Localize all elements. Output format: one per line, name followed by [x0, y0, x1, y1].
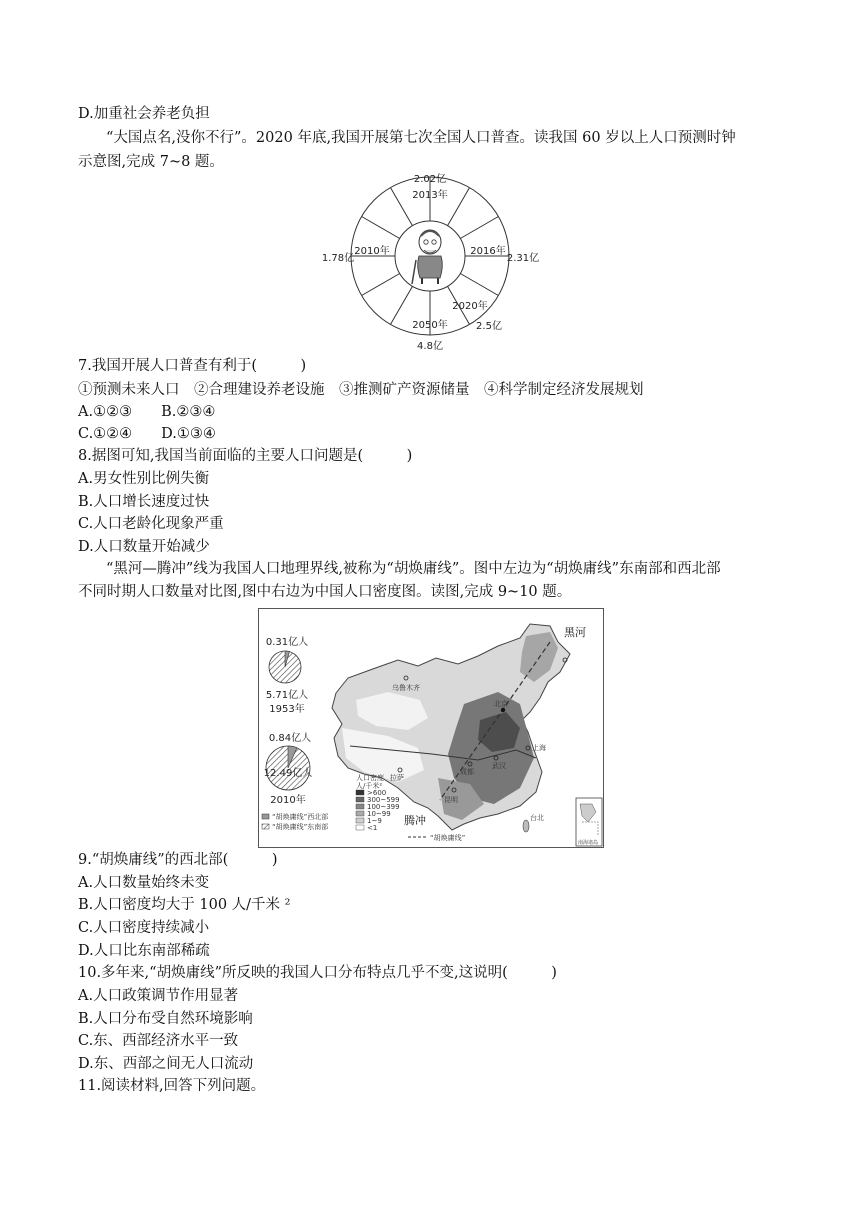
intro-7-8-line1: “大国点名,没你不行”。2020 年底,我国开展第七次全国人口普查。读我国 60 岁以上人口预测时钟 [106, 130, 736, 146]
density-level-1: 300~599 [367, 796, 400, 804]
q8-stem: 8.据图可知,我国当前面临的主要人口问题是( ) [78, 448, 413, 464]
density-legend-title: 人口密度 [356, 774, 384, 782]
label-wulumuqi: 乌鲁木齐 [392, 684, 420, 692]
clock-value-2050: 4.8亿 [417, 341, 443, 352]
inset-label: 南海诸岛 [578, 840, 599, 846]
intro-7-8-line2: 示意图,完成 7~8 题。 [78, 154, 224, 170]
pie-2010-year: 2010年 [270, 795, 306, 806]
pie-1953-northwest-value: 0.31亿人 [265, 637, 309, 648]
legend-southeast-swatch [262, 824, 269, 829]
clock-year-2020: 2020年 [452, 301, 488, 312]
q11-stem: 11.阅读材料,回答下列问题。 [78, 1078, 266, 1094]
clock-year-2050: 2050年 [412, 320, 448, 331]
pie-2010-northwest-value: 0.84亿人 [268, 733, 312, 744]
density-legend-unit: 人/千米² [356, 782, 383, 790]
q7-options-ab: A.①②③ B.②③④ [78, 404, 216, 420]
population-density-map-figure [258, 608, 604, 848]
legend-northwest-swatch [262, 814, 269, 819]
pie-2010-southeast-value: 12.49亿人 [263, 768, 313, 779]
clock-year-2016: 2016年 [470, 246, 506, 257]
q10-option-a: A.人口政策调节作用显著 [78, 988, 239, 1004]
q9-option-d: D.人口比东南部稀疏 [78, 943, 210, 959]
q7-stem: 7.我国开展人口普查有利于( ) [78, 358, 307, 374]
density-level-5: <1 [367, 824, 378, 832]
clock-year-2013: 2013年 [412, 190, 448, 201]
density-level-3: 10~99 [367, 810, 391, 818]
q9-option-a: A.人口数量始终未变 [78, 875, 210, 891]
q8-option-d: D.人口数量开始减少 [78, 539, 210, 555]
label-wuhan: 武汉 [492, 762, 506, 770]
q9-stem: 9.“胡焕庸线”的西北部( ) [78, 852, 278, 868]
density-level-0: >600 [367, 789, 387, 797]
q10-option-d: D.东、西部之间无人口流动 [78, 1056, 254, 1072]
q8-option-c: C.人口老龄化现象严重 [78, 516, 224, 532]
hu-line-legend-label: “胡焕庸线” [430, 834, 466, 842]
q9-option-b: B.人口密度均大于 100 人/千米 ² [78, 897, 291, 913]
pie-chart-1953 [269, 651, 301, 683]
label-shanghai: 上海 [532, 744, 546, 752]
q8-option-b: B.人口增长速度过快 [78, 494, 210, 510]
q10-option-b: B.人口分布受自然环境影响 [78, 1011, 253, 1027]
pie-1953-southeast-value: 5.71亿人 [265, 690, 309, 701]
elderly-person-icon [412, 230, 442, 284]
q8-option-a: A.男女性别比例失衡 [78, 471, 210, 487]
south-china-sea-inset [576, 798, 602, 846]
label-taibei: 台北 [530, 814, 544, 822]
q7-options-cd: C.①②④ D.①③④ [78, 426, 216, 442]
clock-value-2020: 2.5亿 [476, 321, 502, 332]
q9-option-c: C.人口密度持续减小 [78, 920, 210, 936]
intro-9-10-line2: 不同时期人口数量对比图,图中右边为中国人口密度图。读图,完成 9~10 题。 [78, 584, 572, 600]
label-tengchong: 腾冲 [404, 814, 426, 827]
label-chengdu: 成都 [460, 768, 474, 776]
label-lasa: 拉萨 [390, 774, 404, 782]
density-level-4: 1~9 [367, 817, 382, 825]
population-clock-figure [318, 168, 546, 354]
label-heihe: 黑河 [564, 626, 586, 639]
label-beijing: 北京 [494, 700, 508, 708]
q10-stem: 10.多年来,“胡焕庸线”所反映的我国人口分布特点几乎不变,这说明( ) [78, 965, 557, 981]
clock-value-2016: 2.31亿 [506, 253, 540, 264]
intro-9-10-line1: “黑河—腾冲”线为我国人口地理界线,被称为“胡焕庸线”。图中左边为“胡焕庸线”东南部和西北部 [106, 561, 721, 577]
q10-option-c: C.东、西部经济水平一致 [78, 1033, 239, 1049]
legend-northwest-label: “胡焕庸线”西北部 [272, 813, 329, 821]
clock-year-2010: 2010年 [354, 246, 390, 257]
q7-items: ①预测未来人口 ②合理建设养老设施 ③推测矿产资源储量 ④科学制定经济发展规划 [78, 382, 644, 398]
legend-southeast-label: “胡焕庸线”东南部 [272, 823, 329, 831]
clock-top-value: 2.02亿 [413, 174, 447, 185]
q6-option-d: D.加重社会养老负担 [78, 106, 210, 122]
density-level-2: 100~399 [367, 803, 400, 811]
label-kunming: 昆明 [444, 796, 458, 804]
pie-1953-year: 1953年 [269, 704, 305, 715]
clock-value-2010: 1.78亿 [321, 253, 355, 264]
